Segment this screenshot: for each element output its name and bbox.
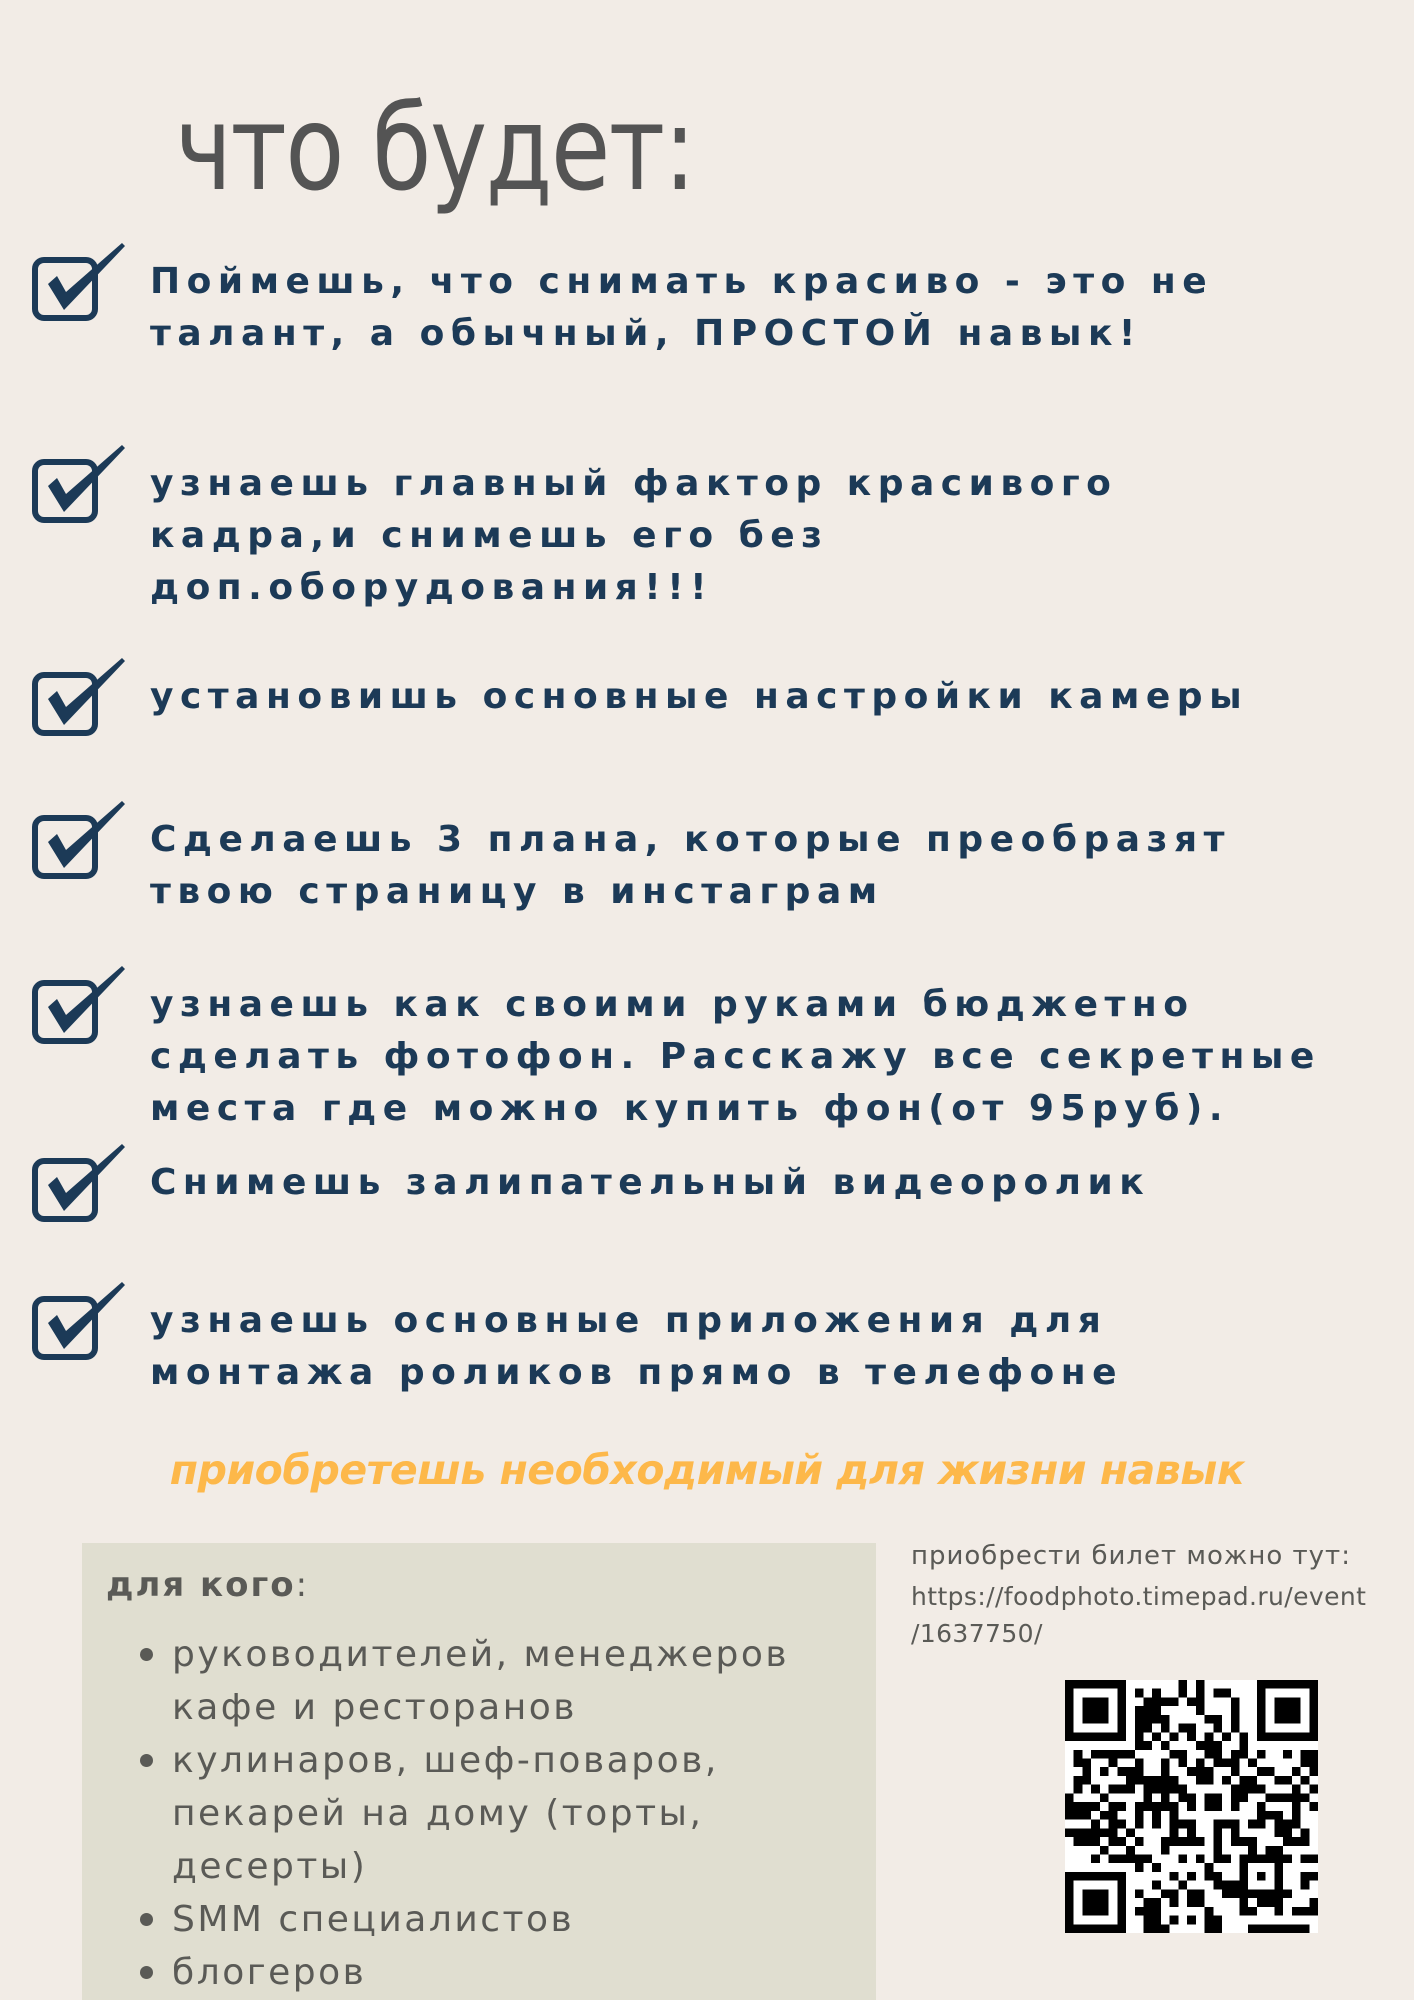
checkbox-checked-icon <box>30 963 130 1059</box>
benefit-text: узнаешь главный фактор красивого кадра,и снимешь его без доп.оборудования!!! <box>150 463 1118 608</box>
checkbox-checked-icon <box>30 442 130 538</box>
qr-code[interactable] <box>1065 1680 1318 1933</box>
audience-heading-label: для кого <box>106 1565 296 1605</box>
benefit-text: Сделаешь 3 плана, которые преобразят твою страницу в инстаграм <box>150 819 1231 912</box>
audience-list <box>172 1628 862 1999</box>
ticket-label: приобрести билет можно тут: <box>911 1541 1351 1571</box>
audience-list-item: блогеров <box>172 1946 862 1999</box>
audience-heading <box>106 1565 309 1605</box>
audience-list-item: кулинаров, шеф-поваров, пекарей на дому (торты, десерты) <box>172 1734 862 1893</box>
checkbox-checked-icon <box>30 798 130 894</box>
checkbox-checked-icon <box>30 240 130 336</box>
audience-list-item: руководителей, менеджеров кафе и ресторанов <box>172 1628 862 1734</box>
checkbox-checked-icon <box>30 655 130 751</box>
benefit-text: Поймешь, что снимать красиво - это не талант, а обычный, ПРОСТОЙ навык! <box>150 261 1214 354</box>
checkbox-checked-icon <box>30 1141 130 1237</box>
benefit-text: узнаешь основные приложения для монтажа роликов прямо в телефоне <box>150 1300 1123 1393</box>
page-title: что будет: <box>175 79 695 217</box>
checkbox-checked-icon <box>30 1279 130 1375</box>
benefit-text: установишь основные настройки камеры <box>150 676 1249 717</box>
audience-box <box>82 1543 876 2000</box>
benefit-text: Снимешь залипательный видеоролик <box>150 1162 1151 1203</box>
audience-heading-colon: : <box>295 1565 310 1605</box>
audience-list-item: SMM специалистов <box>172 1893 862 1946</box>
ticket-link[interactable]: https://foodphoto.timepad.ru/event /1637750/ <box>911 1582 1367 1648</box>
tagline: приобретешь необходимый для жизни навык <box>169 1446 1245 1494</box>
benefit-text: узнаешь как своими руками бюджетно сделать фотофон. Расскажу все секретные места где можно купить фон(от 95руб). <box>150 984 1321 1129</box>
